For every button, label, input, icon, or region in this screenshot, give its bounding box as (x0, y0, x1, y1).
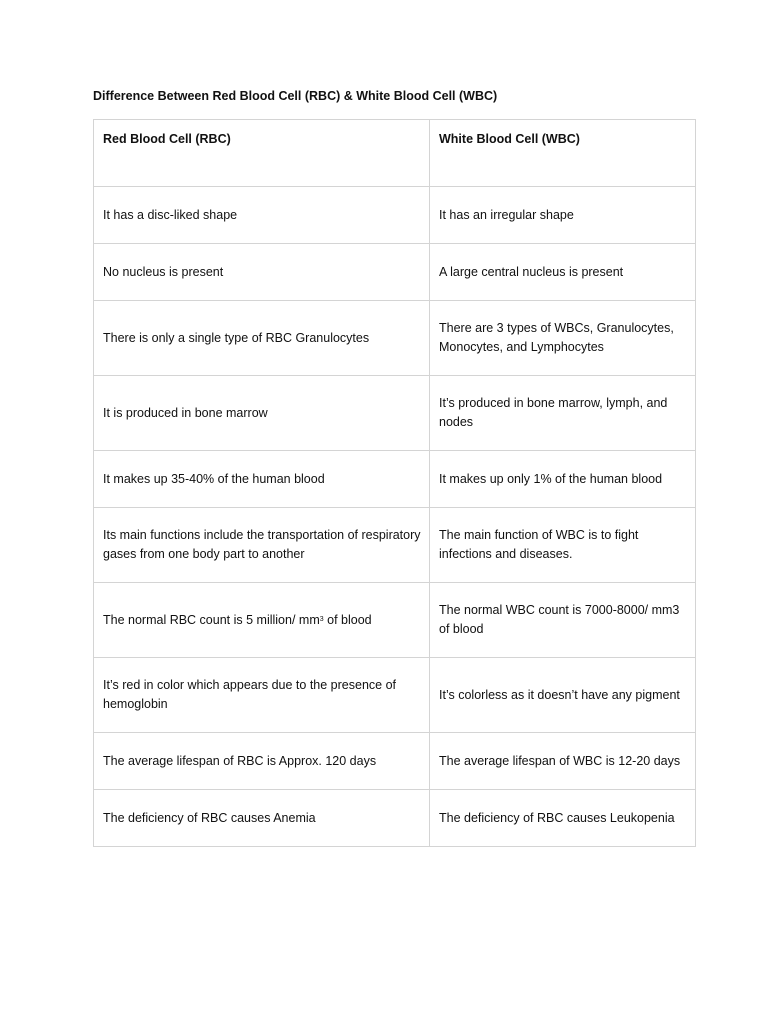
table-row (94, 376, 696, 451)
table-row (94, 187, 696, 244)
table-row (94, 733, 696, 790)
wbc-cell: It’s produced in bone marrow, lymph, and nodes (430, 376, 696, 451)
rbc-count-suffix: of blood (323, 612, 372, 627)
comparison-table (93, 119, 696, 847)
table-row (94, 658, 696, 733)
table-row (94, 508, 696, 583)
rbc-cell: It is produced in bone marrow (94, 376, 430, 451)
wbc-cell: It makes up only 1% of the human blood (430, 451, 696, 508)
table-row (94, 301, 696, 376)
header-rbc: Red Blood Cell (RBC) (94, 120, 430, 187)
rbc-cell: It makes up 35-40% of the human blood (94, 451, 430, 508)
rbc-cell: Its main functions include the transportation of respiratory gases from one body part to another (94, 508, 430, 583)
table-row (94, 244, 696, 301)
header-wbc: White Blood Cell (WBC) (430, 120, 696, 187)
rbc-cell: The average lifespan of RBC is Approx. 120 days (94, 733, 430, 790)
table-row (94, 583, 696, 658)
table-row (94, 790, 696, 847)
wbc-cell: The deficiency of RBC causes Leukopenia (430, 790, 696, 847)
rbc-cell (94, 583, 430, 658)
rbc-cell: It’s red in color which appears due to the presence of hemoglobin (94, 658, 430, 733)
wbc-cell: There are 3 types of WBCs, Granulocytes, Monocytes, and Lymphocytes (430, 301, 696, 376)
document-title: Difference Between Red Blood Cell (RBC) & White Blood Cell (WBC) (93, 89, 498, 103)
rbc-count-text: The normal RBC count is 5 million/ mm (103, 612, 320, 627)
wbc-cell: It has an irregular shape (430, 187, 696, 244)
rbc-cell: The deficiency of RBC causes Anemia (94, 790, 430, 847)
wbc-cell: It’s colorless as it doesn’t have any pigment (430, 658, 696, 733)
wbc-cell: A large central nucleus is present (430, 244, 696, 301)
table-header-row (94, 120, 696, 187)
rbc-cell: No nucleus is present (94, 244, 430, 301)
wbc-cell: The main function of WBC is to fight infections and diseases. (430, 508, 696, 583)
wbc-cell: The average lifespan of WBC is 12-20 days (430, 733, 696, 790)
superscript-3: 3 (319, 615, 324, 623)
wbc-cell: The normal WBC count is 7000-8000/ mm3 of blood (430, 583, 696, 658)
table-row (94, 451, 696, 508)
rbc-cell: There is only a single type of RBC Granulocytes (94, 301, 430, 376)
rbc-cell: It has a disc-liked shape (94, 187, 430, 244)
